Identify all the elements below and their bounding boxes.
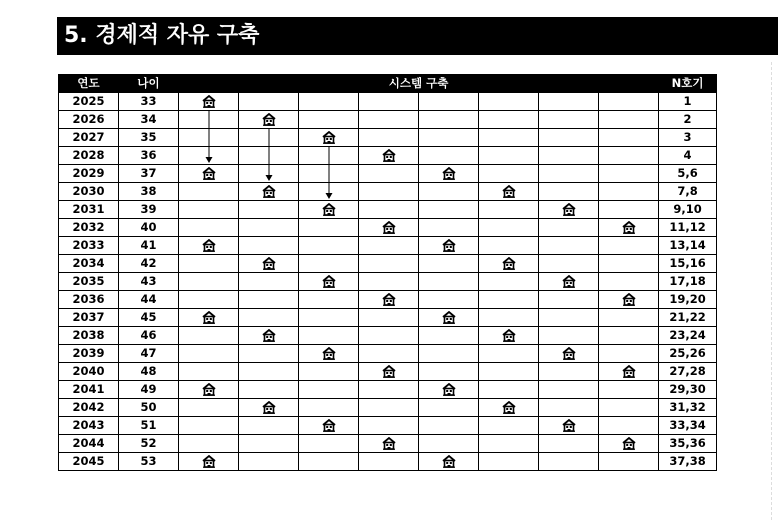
year-cell: 2035 bbox=[59, 273, 119, 291]
system-cell bbox=[479, 219, 539, 237]
house-icon bbox=[502, 401, 516, 414]
system-cell bbox=[599, 381, 659, 399]
page-edge-divider bbox=[771, 62, 778, 520]
unit-number-cell: 33,34 bbox=[659, 417, 717, 435]
system-cell bbox=[359, 399, 419, 417]
system-cell bbox=[299, 453, 359, 471]
system-cell bbox=[239, 291, 299, 309]
header-system: 시스템 구축 bbox=[179, 75, 659, 93]
house-icon bbox=[442, 455, 456, 468]
house-icon bbox=[442, 167, 456, 180]
house-icon bbox=[202, 455, 216, 468]
system-cell bbox=[539, 399, 599, 417]
system-cell bbox=[179, 129, 239, 147]
system-cell bbox=[539, 417, 599, 435]
system-cell bbox=[239, 453, 299, 471]
system-cell bbox=[419, 183, 479, 201]
system-cell bbox=[599, 309, 659, 327]
system-cell bbox=[539, 291, 599, 309]
table-row bbox=[59, 309, 717, 327]
house-icon bbox=[442, 239, 456, 252]
system-cell bbox=[599, 291, 659, 309]
year-cell: 2038 bbox=[59, 327, 119, 345]
house-icon bbox=[202, 383, 216, 396]
system-cell bbox=[299, 165, 359, 183]
year-cell: 2033 bbox=[59, 237, 119, 255]
system-cell bbox=[299, 237, 359, 255]
system-cell bbox=[599, 237, 659, 255]
system-cell bbox=[419, 129, 479, 147]
system-cell bbox=[179, 327, 239, 345]
year-cell: 2041 bbox=[59, 381, 119, 399]
system-cell bbox=[359, 219, 419, 237]
system-cell bbox=[479, 435, 539, 453]
table-row bbox=[59, 327, 717, 345]
system-cell bbox=[239, 147, 299, 165]
system-cell bbox=[539, 183, 599, 201]
system-cell bbox=[179, 255, 239, 273]
house-icon bbox=[622, 437, 636, 450]
house-icon bbox=[382, 221, 396, 234]
system-cell bbox=[479, 381, 539, 399]
system-cell bbox=[299, 399, 359, 417]
system-cell bbox=[419, 111, 479, 129]
age-cell: 36 bbox=[119, 147, 179, 165]
house-icon bbox=[262, 329, 276, 342]
house-icon bbox=[322, 203, 336, 216]
unit-number-cell: 27,28 bbox=[659, 363, 717, 381]
house-icon bbox=[262, 113, 276, 126]
system-cell bbox=[359, 417, 419, 435]
house-icon bbox=[322, 275, 336, 288]
house-icon bbox=[622, 293, 636, 306]
system-cell bbox=[419, 93, 479, 111]
system-cell bbox=[299, 201, 359, 219]
system-cell bbox=[179, 93, 239, 111]
system-cell bbox=[179, 183, 239, 201]
year-cell: 2044 bbox=[59, 435, 119, 453]
system-cell bbox=[419, 381, 479, 399]
system-cell bbox=[239, 201, 299, 219]
header-year: 연도 bbox=[59, 75, 119, 93]
unit-number-cell: 4 bbox=[659, 147, 717, 165]
table-row bbox=[59, 93, 717, 111]
unit-number-cell: 5,6 bbox=[659, 165, 717, 183]
system-cell bbox=[239, 327, 299, 345]
age-cell: 35 bbox=[119, 129, 179, 147]
system-cell bbox=[539, 363, 599, 381]
house-icon bbox=[562, 203, 576, 216]
system-cell bbox=[479, 327, 539, 345]
house-icon bbox=[262, 401, 276, 414]
system-cell bbox=[539, 381, 599, 399]
system-cell bbox=[359, 237, 419, 255]
year-cell: 2026 bbox=[59, 111, 119, 129]
system-cell bbox=[539, 219, 599, 237]
table-row bbox=[59, 417, 717, 435]
system-cell bbox=[359, 255, 419, 273]
system-cell bbox=[479, 165, 539, 183]
system-cell bbox=[479, 183, 539, 201]
system-cell bbox=[479, 93, 539, 111]
age-cell: 37 bbox=[119, 165, 179, 183]
system-cell bbox=[599, 219, 659, 237]
age-cell: 34 bbox=[119, 111, 179, 129]
system-cell bbox=[359, 327, 419, 345]
system-cell bbox=[299, 309, 359, 327]
age-cell: 45 bbox=[119, 309, 179, 327]
system-cell bbox=[599, 417, 659, 435]
system-cell bbox=[179, 147, 239, 165]
system-cell bbox=[299, 273, 359, 291]
system-cell bbox=[299, 363, 359, 381]
year-cell: 2030 bbox=[59, 183, 119, 201]
table-row bbox=[59, 453, 717, 471]
system-cell bbox=[419, 453, 479, 471]
system-cell bbox=[359, 111, 419, 129]
system-cell bbox=[419, 273, 479, 291]
system-cell bbox=[179, 273, 239, 291]
system-cell bbox=[359, 93, 419, 111]
system-cell bbox=[539, 255, 599, 273]
system-build-table-wrapper bbox=[58, 74, 717, 471]
house-icon bbox=[202, 239, 216, 252]
house-icon bbox=[562, 347, 576, 360]
year-cell: 2037 bbox=[59, 309, 119, 327]
year-cell: 2040 bbox=[59, 363, 119, 381]
system-cell bbox=[479, 237, 539, 255]
system-cell bbox=[299, 381, 359, 399]
year-cell: 2042 bbox=[59, 399, 119, 417]
system-cell bbox=[179, 165, 239, 183]
system-cell bbox=[419, 345, 479, 363]
house-icon bbox=[262, 185, 276, 198]
table-row bbox=[59, 363, 717, 381]
table-row bbox=[59, 381, 717, 399]
system-cell bbox=[539, 201, 599, 219]
system-cell bbox=[599, 399, 659, 417]
system-cell bbox=[179, 417, 239, 435]
system-build-table bbox=[58, 74, 717, 471]
house-icon bbox=[382, 437, 396, 450]
system-cell bbox=[179, 291, 239, 309]
system-cell bbox=[479, 345, 539, 363]
system-cell bbox=[599, 345, 659, 363]
house-icon bbox=[322, 131, 336, 144]
system-cell bbox=[239, 381, 299, 399]
system-cell bbox=[179, 237, 239, 255]
system-cell bbox=[299, 345, 359, 363]
system-cell bbox=[299, 219, 359, 237]
unit-number-cell: 7,8 bbox=[659, 183, 717, 201]
system-cell bbox=[299, 129, 359, 147]
system-cell bbox=[239, 417, 299, 435]
system-cell bbox=[539, 237, 599, 255]
system-cell bbox=[479, 291, 539, 309]
age-cell: 43 bbox=[119, 273, 179, 291]
unit-number-cell: 23,24 bbox=[659, 327, 717, 345]
system-cell bbox=[539, 327, 599, 345]
system-cell bbox=[479, 417, 539, 435]
unit-number-cell: 9,10 bbox=[659, 201, 717, 219]
system-cell bbox=[299, 93, 359, 111]
unit-number-cell: 37,38 bbox=[659, 453, 717, 471]
system-cell bbox=[419, 399, 479, 417]
system-cell bbox=[479, 201, 539, 219]
age-cell: 46 bbox=[119, 327, 179, 345]
system-cell bbox=[299, 183, 359, 201]
year-cell: 2029 bbox=[59, 165, 119, 183]
age-cell: 48 bbox=[119, 363, 179, 381]
system-cell bbox=[299, 111, 359, 129]
year-cell: 2039 bbox=[59, 345, 119, 363]
unit-number-cell: 2 bbox=[659, 111, 717, 129]
system-cell bbox=[239, 345, 299, 363]
system-cell bbox=[179, 111, 239, 129]
table-row bbox=[59, 165, 717, 183]
system-cell bbox=[419, 363, 479, 381]
system-cell bbox=[599, 273, 659, 291]
house-icon bbox=[322, 347, 336, 360]
system-cell bbox=[479, 363, 539, 381]
system-cell bbox=[179, 453, 239, 471]
house-icon bbox=[502, 185, 516, 198]
system-cell bbox=[599, 255, 659, 273]
system-cell bbox=[359, 435, 419, 453]
age-cell: 53 bbox=[119, 453, 179, 471]
year-cell: 2031 bbox=[59, 201, 119, 219]
system-cell bbox=[299, 435, 359, 453]
system-cell bbox=[419, 327, 479, 345]
system-cell bbox=[479, 309, 539, 327]
system-cell bbox=[479, 255, 539, 273]
house-icon bbox=[382, 149, 396, 162]
unit-number-cell: 31,32 bbox=[659, 399, 717, 417]
system-cell bbox=[539, 453, 599, 471]
system-cell bbox=[299, 147, 359, 165]
unit-number-cell: 29,30 bbox=[659, 381, 717, 399]
system-cell bbox=[539, 165, 599, 183]
system-cell bbox=[599, 183, 659, 201]
system-cell bbox=[419, 237, 479, 255]
table-row bbox=[59, 291, 717, 309]
system-cell bbox=[599, 363, 659, 381]
system-cell bbox=[419, 165, 479, 183]
table-row bbox=[59, 237, 717, 255]
header-n: N호기 bbox=[659, 75, 717, 93]
year-cell: 2027 bbox=[59, 129, 119, 147]
table-row bbox=[59, 219, 717, 237]
system-cell bbox=[239, 129, 299, 147]
system-cell bbox=[179, 363, 239, 381]
table-row bbox=[59, 435, 717, 453]
system-cell bbox=[419, 435, 479, 453]
system-cell bbox=[239, 183, 299, 201]
house-icon bbox=[382, 293, 396, 306]
age-cell: 42 bbox=[119, 255, 179, 273]
system-cell bbox=[419, 219, 479, 237]
system-cell bbox=[539, 129, 599, 147]
age-cell: 44 bbox=[119, 291, 179, 309]
unit-number-cell: 17,18 bbox=[659, 273, 717, 291]
system-cell bbox=[359, 183, 419, 201]
system-cell bbox=[419, 417, 479, 435]
house-icon bbox=[382, 365, 396, 378]
age-cell: 39 bbox=[119, 201, 179, 219]
system-cell bbox=[179, 201, 239, 219]
unit-number-cell: 3 bbox=[659, 129, 717, 147]
system-cell bbox=[299, 255, 359, 273]
system-cell bbox=[539, 345, 599, 363]
house-icon bbox=[322, 419, 336, 432]
table-row bbox=[59, 201, 717, 219]
system-cell bbox=[179, 345, 239, 363]
age-cell: 38 bbox=[119, 183, 179, 201]
system-cell bbox=[479, 111, 539, 129]
house-icon bbox=[622, 365, 636, 378]
system-cell bbox=[539, 111, 599, 129]
system-cell bbox=[539, 93, 599, 111]
header-age: 나이 bbox=[119, 75, 179, 93]
system-cell bbox=[239, 435, 299, 453]
system-cell bbox=[479, 453, 539, 471]
system-cell bbox=[599, 327, 659, 345]
age-cell: 33 bbox=[119, 93, 179, 111]
system-cell bbox=[359, 381, 419, 399]
house-icon bbox=[202, 167, 216, 180]
house-icon bbox=[262, 257, 276, 270]
unit-number-cell: 35,36 bbox=[659, 435, 717, 453]
system-cell bbox=[179, 435, 239, 453]
unit-number-cell: 1 bbox=[659, 93, 717, 111]
year-cell: 2032 bbox=[59, 219, 119, 237]
table-row bbox=[59, 399, 717, 417]
table-row bbox=[59, 273, 717, 291]
system-cell bbox=[479, 273, 539, 291]
house-icon bbox=[442, 311, 456, 324]
house-icon bbox=[562, 419, 576, 432]
system-cell bbox=[239, 273, 299, 291]
system-cell bbox=[479, 399, 539, 417]
year-cell: 2043 bbox=[59, 417, 119, 435]
house-icon bbox=[442, 383, 456, 396]
system-cell bbox=[419, 291, 479, 309]
system-cell bbox=[359, 309, 419, 327]
system-cell bbox=[359, 291, 419, 309]
system-cell bbox=[359, 273, 419, 291]
system-cell bbox=[599, 111, 659, 129]
system-cell bbox=[539, 147, 599, 165]
system-cell bbox=[239, 93, 299, 111]
year-cell: 2036 bbox=[59, 291, 119, 309]
page-title: 5. 경제적 자유 구축 bbox=[57, 17, 778, 55]
table-row bbox=[59, 147, 717, 165]
system-cell bbox=[359, 201, 419, 219]
system-cell bbox=[239, 363, 299, 381]
system-cell bbox=[539, 273, 599, 291]
house-icon bbox=[202, 95, 216, 108]
system-cell bbox=[599, 129, 659, 147]
unit-number-cell: 25,26 bbox=[659, 345, 717, 363]
table-row bbox=[59, 255, 717, 273]
unit-number-cell: 15,16 bbox=[659, 255, 717, 273]
year-cell: 2045 bbox=[59, 453, 119, 471]
system-cell bbox=[239, 237, 299, 255]
system-cell bbox=[299, 291, 359, 309]
system-cell bbox=[239, 219, 299, 237]
unit-number-cell: 13,14 bbox=[659, 237, 717, 255]
system-cell bbox=[299, 327, 359, 345]
system-cell bbox=[359, 147, 419, 165]
age-cell: 51 bbox=[119, 417, 179, 435]
table-row bbox=[59, 345, 717, 363]
table-header-row bbox=[59, 75, 717, 93]
system-cell bbox=[419, 201, 479, 219]
year-cell: 2028 bbox=[59, 147, 119, 165]
system-cell bbox=[239, 399, 299, 417]
unit-number-cell: 19,20 bbox=[659, 291, 717, 309]
system-cell bbox=[179, 381, 239, 399]
house-icon bbox=[562, 275, 576, 288]
table-row bbox=[59, 129, 717, 147]
unit-number-cell: 11,12 bbox=[659, 219, 717, 237]
system-cell bbox=[239, 309, 299, 327]
table-row bbox=[59, 183, 717, 201]
system-cell bbox=[599, 201, 659, 219]
age-cell: 52 bbox=[119, 435, 179, 453]
system-cell bbox=[359, 345, 419, 363]
year-cell: 2025 bbox=[59, 93, 119, 111]
system-cell bbox=[599, 93, 659, 111]
system-cell bbox=[419, 147, 479, 165]
system-cell bbox=[539, 435, 599, 453]
system-cell bbox=[479, 129, 539, 147]
system-cell bbox=[239, 111, 299, 129]
system-cell bbox=[359, 129, 419, 147]
age-cell: 41 bbox=[119, 237, 179, 255]
year-cell: 2034 bbox=[59, 255, 119, 273]
system-cell bbox=[599, 165, 659, 183]
system-cell bbox=[179, 399, 239, 417]
system-cell bbox=[179, 309, 239, 327]
system-cell bbox=[359, 363, 419, 381]
system-cell bbox=[539, 309, 599, 327]
house-icon bbox=[622, 221, 636, 234]
system-cell bbox=[419, 309, 479, 327]
house-icon bbox=[202, 311, 216, 324]
table-row bbox=[59, 111, 717, 129]
house-icon bbox=[502, 257, 516, 270]
age-cell: 47 bbox=[119, 345, 179, 363]
system-cell bbox=[359, 165, 419, 183]
system-cell bbox=[299, 417, 359, 435]
system-cell bbox=[179, 219, 239, 237]
system-cell bbox=[239, 255, 299, 273]
system-cell bbox=[599, 435, 659, 453]
system-cell bbox=[359, 453, 419, 471]
system-cell bbox=[479, 147, 539, 165]
age-cell: 50 bbox=[119, 399, 179, 417]
age-cell: 40 bbox=[119, 219, 179, 237]
system-cell bbox=[419, 255, 479, 273]
age-cell: 49 bbox=[119, 381, 179, 399]
unit-number-cell: 21,22 bbox=[659, 309, 717, 327]
system-cell bbox=[239, 165, 299, 183]
house-icon bbox=[502, 329, 516, 342]
system-cell bbox=[599, 453, 659, 471]
system-cell bbox=[599, 147, 659, 165]
